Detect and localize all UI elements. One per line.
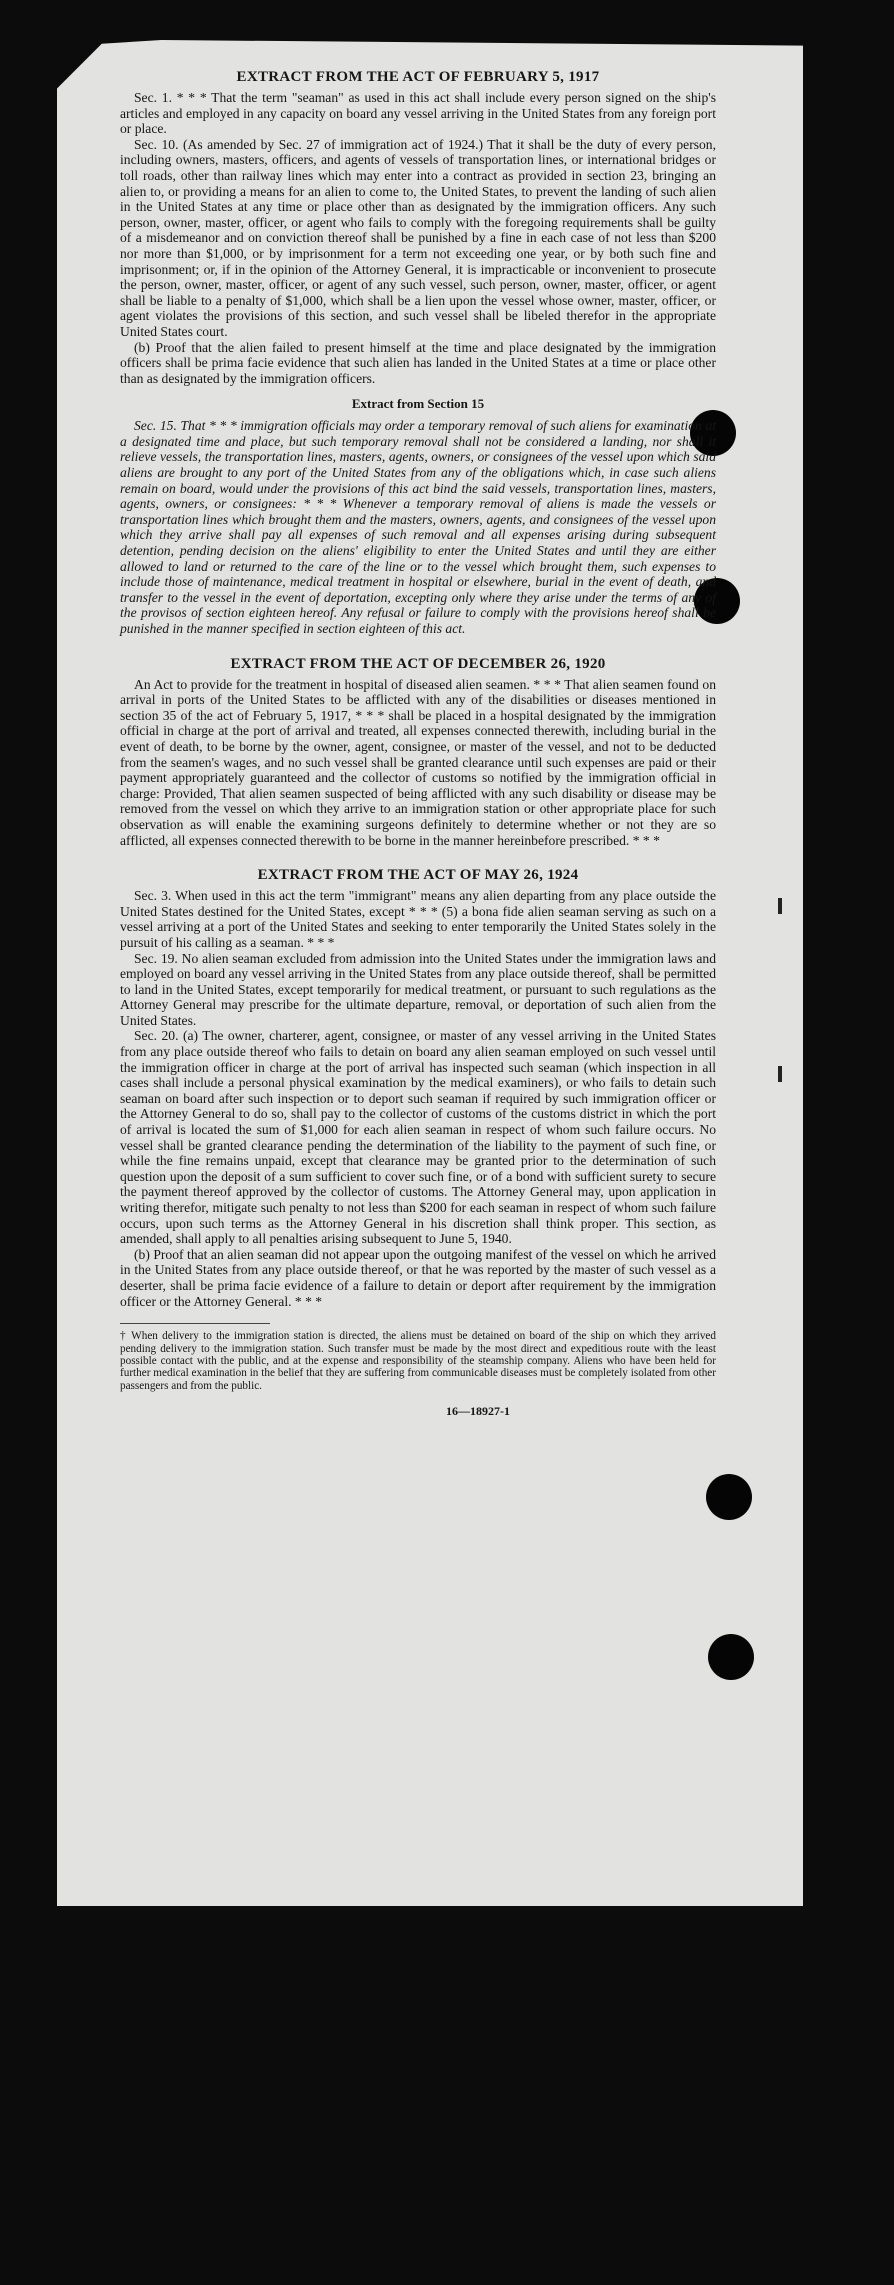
form-number: 16—18927-1 xyxy=(446,1404,510,1419)
paragraph-sec-19: Sec. 19. No alien seaman excluded from admission into the United States under the immigration laws and employed on board any vessel arriving in the United States from any place outside thereof, shall be permitted to land in the United States, except temporarily for medical treatment, or pursuant to such regulations as the Attorney General may prescribe for the ultimate departure, removal, or deportation of such alien from the United States. xyxy=(120,950,716,1028)
footnote-rule xyxy=(120,1323,270,1324)
heading-act-1917: EXTRACT FROM THE ACT OF FEBRUARY 5, 1917 xyxy=(236,69,600,85)
paragraph-sec-15: Sec. 15. That * * * immigration officials may order a temporary removal of such aliens for examination at a designated time and place, but such temporary removal shall not be considered a landing, nor shall it relieve vessels, the transportation lines, masters, agents, owners, or consignees of the vessel upon which said aliens are brought to any port of the United States from any of the obligations which, in case such aliens remain on board, would under the provisions of this act bind the said vessels, transportation lines, masters, agents, owners, or consignees: * * * Whenever a temporary removal of aliens is made the vessels or transportation lines which brought them and the masters, owners, agents, and consignees of the vessel upon which they arrive shall pay all expenses of such removal and all expenses arising during subsequent detention, pending decision on the aliens' eligibility to enter the United States and until they are either allowed to land or returned to the care of the line or to the vessel which brought them, such expenses to include those of maintenance, medical treatment in hospital or elsewhere, burial in the event of death, and transfer to the vessel in the event of deportation, excepting only where they arise under the terms of any of the provisos of section eighteen hereof. Any refusal or failure to comply with the provisions hereof shall be punished in the manner specified in section eighteen of this act. xyxy=(120,418,716,636)
document-body xyxy=(120,68,716,1419)
paragraph-sec-10-b: (b) Proof that the alien failed to present himself at the time and place designated by the immigration officers shall be prima facie evidence that such alien has landed in the United States at a time or place other than as designated by the immigration officers. xyxy=(120,339,716,386)
paragraph-sec-20-b: (b) Proof that an alien seaman did not appear upon the outgoing manifest of the vessel on which he arrived in the United States from any place outside thereof, or that he was reported by the master of such vessel as a deserter, shall be prima facie evidence of a failure to detain or deport after requirement by the immigration officer or the Attorney General. * * * xyxy=(120,1246,716,1309)
footnote: † When delivery to the immigration station is directed, the aliens must be detained on board of the ship on which they arrived pending delivery to the immigration station. Such transfer must be made by the most direct and expeditious route with the least possible contact with the public, and at the expense and responsibility of the steamship company. Aliens who have been held for further medical examination in the belief that they are suffering from communicable diseases must be completely isolated from other passengers and from the public. xyxy=(120,1330,716,1392)
heading-act-1920: EXTRACT FROM THE ACT OF DECEMBER 26, 1920 xyxy=(230,655,606,672)
paragraph-sec-20-a: Sec. 20. (a) The owner, charterer, agent, consignee, or master of any vessel arriving in the United States from any place outside thereof who fails to detain on board any alien seaman employed on such vessel until the immigration officer in charge at the port of arrival has inspected such seaman (which inspection in all cases shall include a personal physical examination by the medical examiners), or who fails to detain such seaman on board after such inspection or to deport such seaman if required by such immigration officer or the Attorney General to do so, shall pay to the collector of customs of the customs district in which the port of arrival is located the sum of $1,000 for each alien seaman in respect of whom such failure occurs. No vessel shall be granted clearance pending the determination of the liability to the payment of such fine, or while the fine remains unpaid, except that clearance may be granted prior to the determination of such question upon the deposit of a sum sufficient to cover such fine, or of a bond with sufficient surety to secure the payment thereof approved by the collector of customs. The Attorney General may, upon application in writing therefor, mitigate such penalty to not less than $200 for each seaman in respect of whom such failure occurs, upon such terms as the Attorney General in his discretion shall think proper. This section, as amended, shall apply to all penalties arising subsequent to June 5, 1940. xyxy=(120,1028,716,1247)
paragraph-sec-1: Sec. 1. * * * That the term "seaman" as used in this act shall include every person signed on the ship's articles and employed in any capacity on board any vessel arriving in the United States from any foreign port or place. xyxy=(120,90,716,137)
heading-act-1924: EXTRACT FROM THE ACT OF MAY 26, 1924 xyxy=(257,867,579,884)
heading-section-15: Extract from Section 15 xyxy=(351,396,485,412)
paragraph-act-1920: An Act to provide for the treatment in hospital of diseased alien seamen. * * * That alien seamen found on arrival in ports of the United States to be afflicted with any of the disabilities or diseases mentioned in section 35 of the act of February 5, 1917, * * * shall be placed in a hospital designated by the immigration official in charge at the port of arrival and treated, all expenses connected therewith, including burial in the event of death, to be borne by the owner, agent, consignee, or master of the vessel, and not to be deducted from the seamen's wages, and no such vessel shall be granted clearance until such expenses are paid or their payment appropriately guaranteed and the collector of customs so notified by the immigration official in charge: Provided, That alien seamen suspected of being afflicted with any such disability or disease may be removed from the vessel on which they arrive to an immigration station or other appropriate place for such observation as will enable the examining surgeons definitely to determine whether or not they are so afflicted, all expenses connected therewith to be borne in the manner hereinbefore prescribed. * * * xyxy=(120,676,716,848)
paragraph-sec-3: Sec. 3. When used in this act the term "immigrant" means any alien departing from any place outside the United States destined for the United States, except * * * (5) a bona fide alien seaman serving as such on a vessel arriving at a port of the United States and seeking to enter temporarily the United States solely in the pursuit of his calling as a seaman. * * * xyxy=(120,888,716,950)
paragraph-sec-10: Sec. 10. (As amended by Sec. 27 of immigration act of 1924.) That it shall be the duty of every person, including owners, masters, officers, and agents of vessels of transportation lines, or international bridges or toll roads, other than railway lines which may enter into a contract as provided in section 23, bringing an alien to, or providing a means for an alien to come to, the United States, to prevent the landing of such alien in the United States at any time or place other than as designated by the immigration officers. Any such person, owner, master, officer, or agent who fails to comply with the foregoing requirements shall be guilty of a misdemeanor and on conviction thereof shall be punished by a fine in each case of not less than $200 nor more than $1,000, or by imprisonment for a term not exceeding one year, or by both such fine and imprisonment; or, if in the opinion of the Attorney General, it is impracticable or inconvenient to prosecute the person, owner, master, officer, or agent of any such vessel, such person, owner, master, officer, or agent shall be liable to a penalty of $1,000, which shall be a lien upon the vessel whose owner, master, officer, or agent violates the provisions of this section, and such vessel shall be libeled therefor in the appropriate United States court. xyxy=(120,136,716,339)
